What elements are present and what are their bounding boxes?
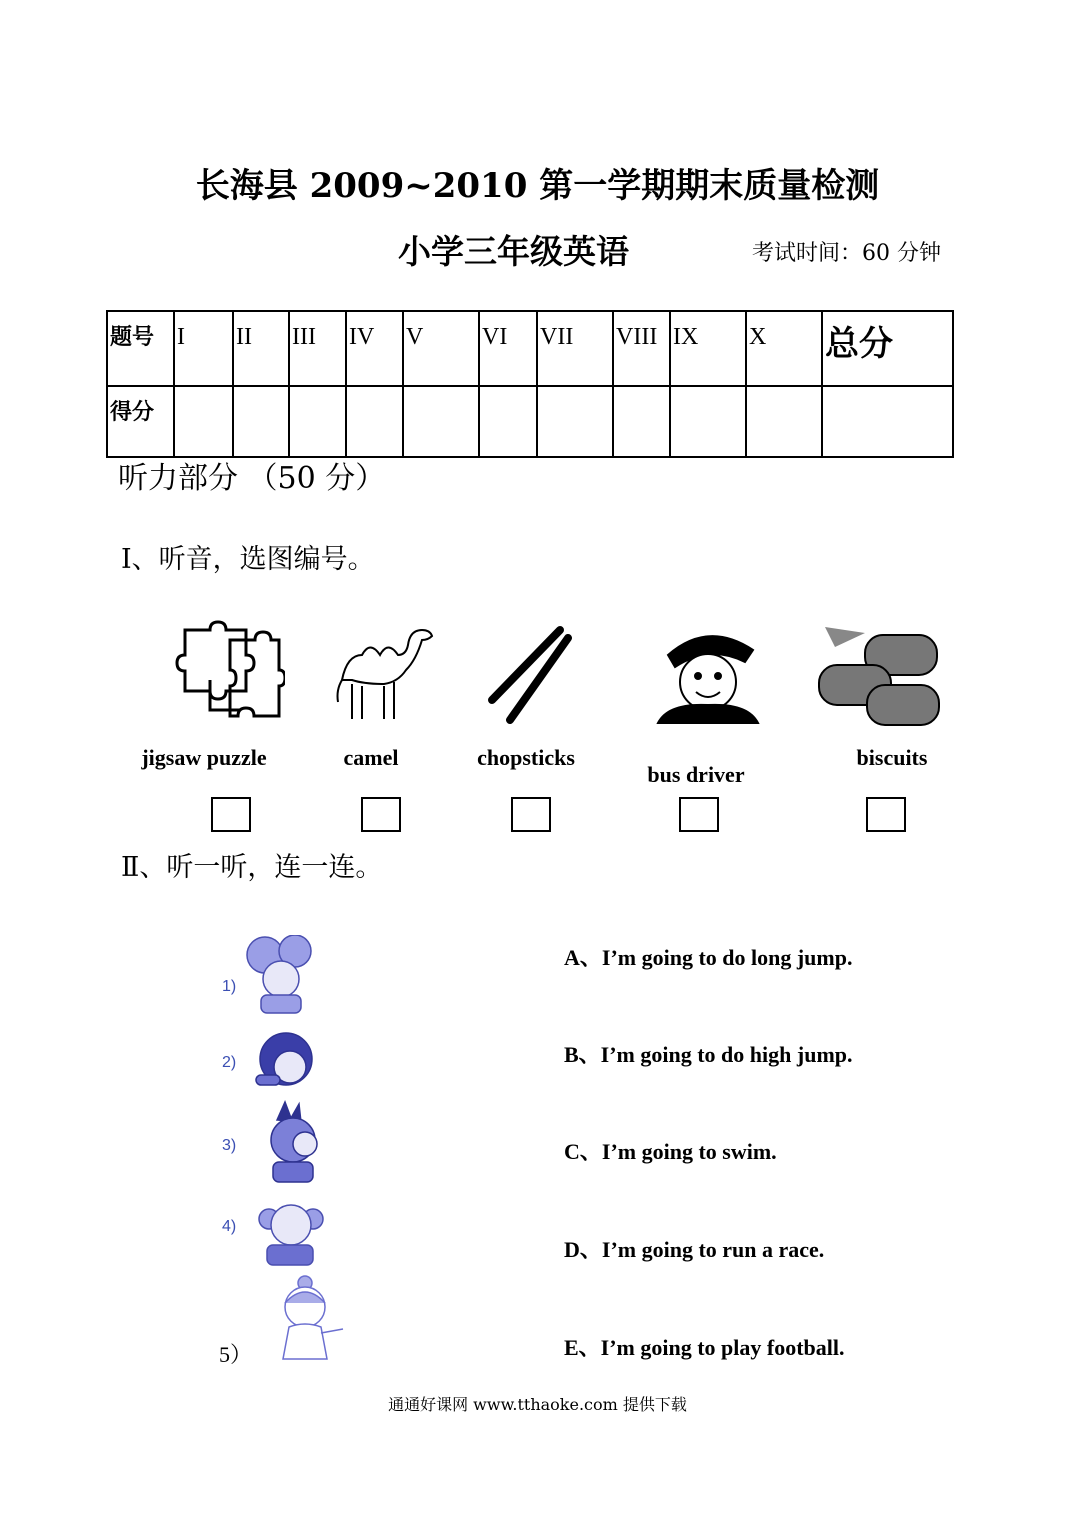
score-cell[interactable] <box>174 386 233 457</box>
kid-number-2: 2) <box>222 1054 237 1071</box>
kid-5-icon <box>275 1275 355 1363</box>
word-camel: camel <box>343 745 399 770</box>
exam-time: 考试时间：60 分钟 <box>752 241 941 266</box>
col-6: VI <box>479 311 537 386</box>
bus-driver-icon <box>648 620 768 725</box>
score-cell[interactable] <box>346 386 403 457</box>
word-chopsticks: chopsticks <box>477 745 575 770</box>
camel-icon <box>332 620 442 725</box>
kid-1-icon <box>245 935 320 1015</box>
score-cell[interactable] <box>670 386 746 457</box>
option-e: E、I’m going to play football. <box>564 1335 845 1360</box>
chopsticks-icon <box>482 622 577 727</box>
score-row <box>107 386 953 457</box>
exam-subtitle: 小学三年级英语 <box>398 232 629 271</box>
question-number-row <box>107 311 953 386</box>
total-label: 总分 <box>822 311 953 386</box>
option-a: A、I’m going to do long jump. <box>564 945 853 970</box>
score-cell[interactable] <box>746 386 822 457</box>
answer-box[interactable] <box>211 797 251 832</box>
question-number-label: 题号 <box>107 311 174 386</box>
score-cell[interactable] <box>537 386 613 457</box>
score-cell[interactable] <box>289 386 346 457</box>
kid-number-3: 3) <box>222 1137 237 1154</box>
answer-box[interactable] <box>511 797 551 832</box>
section2-heading: Ⅱ、听一听，连一连。 <box>121 852 383 883</box>
col-9: IX <box>670 311 746 386</box>
footer-credit: 通通好课网 www.tthaoke.com 提供下载 <box>388 1395 687 1414</box>
word-jigsaw-puzzle: jigsaw puzzle <box>141 745 267 770</box>
col-2: II <box>233 311 289 386</box>
kid-3-icon <box>255 1100 330 1185</box>
exam-title: 长海县 2009~2010 第一学期期末质量检测 <box>195 166 880 206</box>
score-cell[interactable] <box>233 386 289 457</box>
answer-box[interactable] <box>361 797 401 832</box>
option-d: D、I’m going to run a race. <box>564 1237 825 1262</box>
biscuits-icon <box>815 625 940 730</box>
kid-number-5: 5） <box>219 1342 253 1367</box>
jigsaw-puzzle-icon <box>170 620 285 730</box>
score-cell[interactable] <box>403 386 479 457</box>
score-cell[interactable] <box>479 386 537 457</box>
col-8: VIII <box>613 311 670 386</box>
word-biscuits: biscuits <box>856 745 928 770</box>
col-1: I <box>174 311 233 386</box>
col-7: VII <box>537 311 613 386</box>
kid-number-1: 1) <box>222 978 237 995</box>
answer-box[interactable] <box>679 797 719 832</box>
score-table <box>106 310 954 458</box>
listening-heading: 听力部分 （50 分） <box>118 461 386 496</box>
col-3: III <box>289 311 346 386</box>
option-c: C、I’m going to swim. <box>564 1139 777 1164</box>
col-5: V <box>403 311 479 386</box>
total-score-cell[interactable] <box>822 386 953 457</box>
answer-box[interactable] <box>866 797 906 832</box>
col-10: X <box>746 311 822 386</box>
kid-number-4: 4) <box>222 1218 237 1235</box>
kid-2-icon <box>250 1025 325 1100</box>
col-4: IV <box>346 311 403 386</box>
option-b: B、I’m going to do high jump. <box>564 1042 853 1067</box>
score-cell[interactable] <box>613 386 670 457</box>
section1-heading: Ⅰ、听音，选图编号。 <box>121 544 375 575</box>
kid-4-icon <box>255 1197 330 1267</box>
score-label: 得分 <box>107 386 174 457</box>
word-bus-driver: bus driver <box>647 762 745 787</box>
